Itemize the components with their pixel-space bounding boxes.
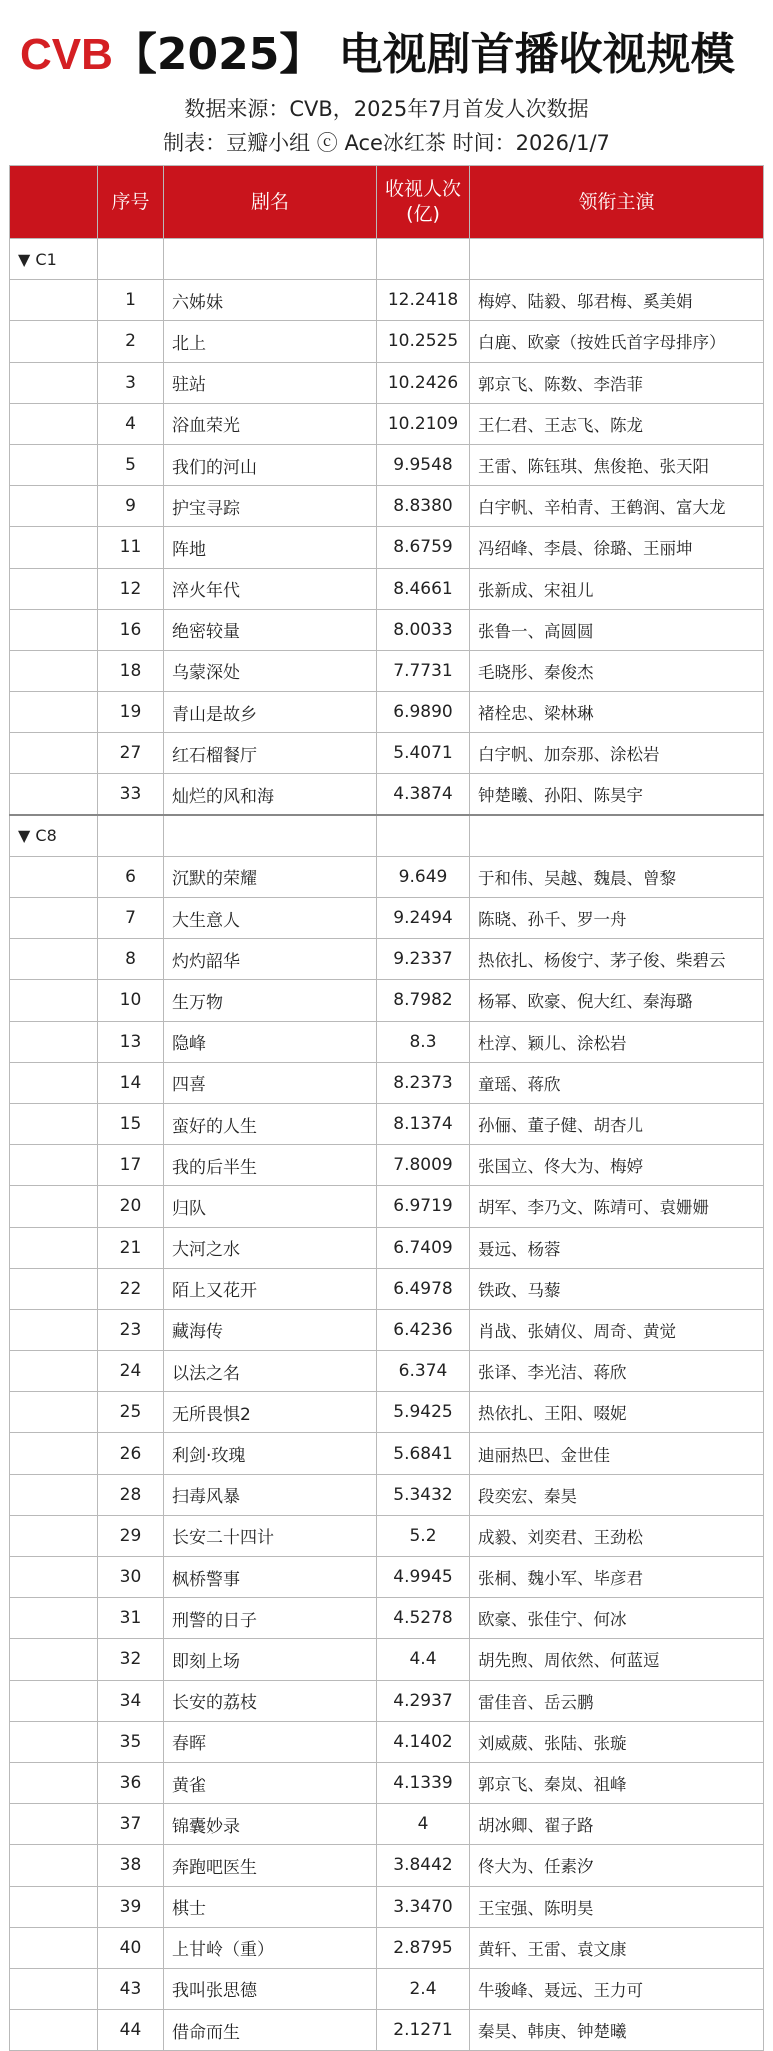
- actors-cell: 张国立、佟大为、梅婷: [470, 1145, 764, 1186]
- title-cell: 护宝寻踪: [164, 486, 377, 527]
- table-row: [10, 1968, 764, 2009]
- title-cell: 扫毒风暴: [164, 1474, 377, 1515]
- views-cell: 6.7409: [377, 1227, 470, 1268]
- seq-cell: 3: [98, 362, 164, 403]
- blank-cell: [10, 1309, 98, 1350]
- actors-cell: 孙俪、董子健、胡杏儿: [470, 1103, 764, 1144]
- seq-cell: 27: [98, 733, 164, 774]
- views-cell: 8.6759: [377, 527, 470, 568]
- group-row[interactable]: [10, 239, 764, 280]
- blank-cell: [10, 1474, 98, 1515]
- actors-cell: 成毅、刘奕君、王劲松: [470, 1515, 764, 1556]
- table-body: [10, 239, 764, 2051]
- views-cell: 8.1374: [377, 1103, 470, 1144]
- table-row: [10, 898, 764, 939]
- header-blank: [10, 166, 98, 239]
- seq-cell: 19: [98, 692, 164, 733]
- views-cell: 3.3470: [377, 1886, 470, 1927]
- actors-cell: 欧豪、张佳宁、何冰: [470, 1598, 764, 1639]
- seq-cell: 31: [98, 1598, 164, 1639]
- views-cell: 10.2525: [377, 321, 470, 362]
- group-empty-cell: [377, 239, 470, 280]
- actors-cell: 热依扎、杨俊宁、茅子俊、柴碧云: [470, 939, 764, 980]
- seq-cell: 26: [98, 1433, 164, 1474]
- actors-cell: 郭京飞、秦岚、祖峰: [470, 1762, 764, 1803]
- actors-cell: 段奕宏、秦昊: [470, 1474, 764, 1515]
- table-row: [10, 1515, 764, 1556]
- title-cell: 绝密较量: [164, 609, 377, 650]
- title-cell: 长安二十四计: [164, 1515, 377, 1556]
- actors-cell: 梅婷、陆毅、邬君梅、奚美娟: [470, 280, 764, 321]
- blank-cell: [10, 1515, 98, 1556]
- actors-cell: 张鲁一、高圆圆: [470, 609, 764, 650]
- table-row: [10, 1145, 764, 1186]
- title-cell: 我的后半生: [164, 1145, 377, 1186]
- blank-cell: [10, 1762, 98, 1803]
- title-cell: 即刻上场: [164, 1639, 377, 1680]
- seq-cell: 24: [98, 1351, 164, 1392]
- title-cell: 春晖: [164, 1721, 377, 1762]
- blank-cell: [10, 403, 98, 444]
- blank-cell: [10, 898, 98, 939]
- title-cell: 枫桥警事: [164, 1557, 377, 1598]
- table-row: [10, 527, 764, 568]
- actors-cell: 佟大为、任素汐: [470, 1845, 764, 1886]
- title-cell: 利剑·玫瑰: [164, 1433, 377, 1474]
- seq-cell: 1: [98, 280, 164, 321]
- title-cell: 六姊妹: [164, 280, 377, 321]
- actors-cell: 王雷、陈钰琪、焦俊艳、张天阳: [470, 444, 764, 485]
- group-empty-cell: [98, 239, 164, 280]
- seq-cell: 10: [98, 980, 164, 1021]
- seq-cell: 11: [98, 527, 164, 568]
- table-row: [10, 1721, 764, 1762]
- seq-cell: 7: [98, 898, 164, 939]
- table-row: [10, 486, 764, 527]
- blank-cell: [10, 1639, 98, 1680]
- title-cell: 陌上又花开: [164, 1268, 377, 1309]
- seq-cell: 37: [98, 1804, 164, 1845]
- seq-cell: 15: [98, 1103, 164, 1144]
- group-empty-cell: [98, 815, 164, 856]
- seq-cell: 4: [98, 403, 164, 444]
- actors-cell: 杜淳、颖儿、涂松岩: [470, 1021, 764, 1062]
- title-cell: 沉默的荣耀: [164, 856, 377, 897]
- views-cell: 2.4: [377, 1968, 470, 2009]
- actors-cell: 郭京飞、陈数、李浩菲: [470, 362, 764, 403]
- views-cell: 6.9719: [377, 1186, 470, 1227]
- views-cell: 2.1271: [377, 2010, 470, 2051]
- actors-cell: 黄轩、王雷、袁文康: [470, 1927, 764, 1968]
- seq-cell: 18: [98, 650, 164, 691]
- views-cell: 6.4236: [377, 1309, 470, 1350]
- seq-cell: 14: [98, 1062, 164, 1103]
- views-cell: 9.649: [377, 856, 470, 897]
- title-cell: 红石榴餐厅: [164, 733, 377, 774]
- blank-cell: [10, 1968, 98, 2009]
- actors-cell: 聂远、杨蓉: [470, 1227, 764, 1268]
- views-cell: 7.8009: [377, 1145, 470, 1186]
- ratings-table: [9, 165, 764, 2051]
- views-cell: 8.0033: [377, 609, 470, 650]
- blank-cell: [10, 1392, 98, 1433]
- title-cell: 生万物: [164, 980, 377, 1021]
- views-cell: 10.2426: [377, 362, 470, 403]
- seq-cell: 8: [98, 939, 164, 980]
- group-empty-cell: [164, 815, 377, 856]
- title-cell: 黄雀: [164, 1762, 377, 1803]
- table-row: [10, 1598, 764, 1639]
- actors-cell: 王宝强、陈明昊: [470, 1886, 764, 1927]
- views-cell: 8.8380: [377, 486, 470, 527]
- author-date-line: 制表：豆瓣小组 ⓒ Ace冰红茶 时间：2026/1/7: [163, 131, 610, 155]
- views-cell: 4.9945: [377, 1557, 470, 1598]
- views-cell: 4.1402: [377, 1721, 470, 1762]
- group-empty-cell: [470, 239, 764, 280]
- title-cell: 乌蒙深处: [164, 650, 377, 691]
- views-cell: 5.9425: [377, 1392, 470, 1433]
- blank-cell: [10, 568, 98, 609]
- title-cell: 四喜: [164, 1062, 377, 1103]
- seq-cell: 39: [98, 1886, 164, 1927]
- seq-cell: 23: [98, 1309, 164, 1350]
- views-cell: 8.7982: [377, 980, 470, 1021]
- group-toggle[interactable]: ▼ C1: [10, 239, 98, 280]
- title-cell: 以法之名: [164, 1351, 377, 1392]
- seq-cell: 29: [98, 1515, 164, 1556]
- page-title: [20, 18, 735, 82]
- views-cell: 5.4071: [377, 733, 470, 774]
- header-seq: 序号: [98, 166, 164, 239]
- blank-cell: [10, 1845, 98, 1886]
- views-cell: 4.5278: [377, 1598, 470, 1639]
- blank-cell: [10, 939, 98, 980]
- blank-cell: [10, 1268, 98, 1309]
- title-cell: 锦囊妙录: [164, 1804, 377, 1845]
- title-cell: 灿烂的风和海: [164, 774, 377, 815]
- views-cell: 6.9890: [377, 692, 470, 733]
- table-row: [10, 1886, 764, 1927]
- header-actors: 领衔主演: [470, 166, 764, 239]
- header-title: 剧名: [164, 166, 377, 239]
- blank-cell: [10, 1186, 98, 1227]
- group-row[interactable]: [10, 815, 764, 856]
- blank-cell: [10, 774, 98, 815]
- actors-cell: 童瑶、蒋欣: [470, 1062, 764, 1103]
- table-row: [10, 733, 764, 774]
- actors-cell: 王仁君、王志飞、陈龙: [470, 403, 764, 444]
- table-row: [10, 1309, 764, 1350]
- table-row: [10, 1680, 764, 1721]
- blank-cell: [10, 444, 98, 485]
- table-row: [10, 362, 764, 403]
- blank-cell: [10, 486, 98, 527]
- blank-cell: [10, 1886, 98, 1927]
- actors-cell: 铁政、马藜: [470, 1268, 764, 1309]
- seq-cell: 36: [98, 1762, 164, 1803]
- title-cell: 驻站: [164, 362, 377, 403]
- seq-cell: 21: [98, 1227, 164, 1268]
- table-row: [10, 1103, 764, 1144]
- seq-cell: 22: [98, 1268, 164, 1309]
- seq-cell: 9: [98, 486, 164, 527]
- seq-cell: 5: [98, 444, 164, 485]
- table-row: [10, 444, 764, 485]
- actors-cell: 白宇帆、加奈那、涂松岩: [470, 733, 764, 774]
- blank-cell: [10, 1351, 98, 1392]
- group-empty-cell: [377, 815, 470, 856]
- table-row: [10, 568, 764, 609]
- actors-cell: 秦昊、韩庚、钟楚曦: [470, 2010, 764, 2051]
- seq-cell: 35: [98, 1721, 164, 1762]
- title-cell: 上甘岭（重）: [164, 1927, 377, 1968]
- views-cell: 3.8442: [377, 1845, 470, 1886]
- blank-cell: [10, 1062, 98, 1103]
- blank-cell: [10, 856, 98, 897]
- actors-cell: 白宇帆、辛柏青、王鹤润、富大龙: [470, 486, 764, 527]
- table-row: [10, 980, 764, 1021]
- views-cell: 12.2418: [377, 280, 470, 321]
- table-row: [10, 1186, 764, 1227]
- blank-cell: [10, 733, 98, 774]
- table-row: [10, 774, 764, 815]
- table-row: [10, 1557, 764, 1598]
- seq-cell: 30: [98, 1557, 164, 1598]
- views-cell: 6.4978: [377, 1268, 470, 1309]
- seq-cell: 32: [98, 1639, 164, 1680]
- actors-cell: 刘威葳、张陆、张璇: [470, 1721, 764, 1762]
- title-cell: 借命而生: [164, 2010, 377, 2051]
- table-row: [10, 1268, 764, 1309]
- actors-cell: 陈晓、孙千、罗一舟: [470, 898, 764, 939]
- blank-cell: [10, 650, 98, 691]
- actors-cell: 杨幂、欧豪、倪大红、秦海璐: [470, 980, 764, 1021]
- views-cell: 2.8795: [377, 1927, 470, 1968]
- table-row: [10, 692, 764, 733]
- data-source-line: 数据来源：CVB，2025年7月首发人次数据: [184, 97, 589, 121]
- seq-cell: 6: [98, 856, 164, 897]
- views-cell: 4: [377, 1804, 470, 1845]
- page-header: [0, 0, 773, 165]
- table-row: [10, 1474, 764, 1515]
- views-cell: 4.4: [377, 1639, 470, 1680]
- seq-cell: 12: [98, 568, 164, 609]
- views-cell: 5.3432: [377, 1474, 470, 1515]
- seq-cell: 33: [98, 774, 164, 815]
- views-cell: 7.7731: [377, 650, 470, 691]
- blank-cell: [10, 1103, 98, 1144]
- actors-cell: 胡冰卿、翟子路: [470, 1804, 764, 1845]
- title-text: 【2025】 电视剧首播收视规模: [112, 29, 735, 80]
- blank-cell: [10, 321, 98, 362]
- table-row: [10, 1639, 764, 1680]
- title-cell: 大生意人: [164, 898, 377, 939]
- seq-cell: 25: [98, 1392, 164, 1433]
- actors-cell: 迪丽热巴、金世佳: [470, 1433, 764, 1474]
- table-header-row: [10, 166, 764, 239]
- views-cell: 10.2109: [377, 403, 470, 444]
- group-empty-cell: [470, 815, 764, 856]
- seq-cell: 17: [98, 1145, 164, 1186]
- seq-cell: 43: [98, 1968, 164, 2009]
- actors-cell: 张桐、魏小军、毕彦君: [470, 1557, 764, 1598]
- actors-cell: 张新成、宋祖儿: [470, 568, 764, 609]
- table-row: [10, 1804, 764, 1845]
- title-cell: 奔跑吧医生: [164, 1845, 377, 1886]
- views-cell: 4.3874: [377, 774, 470, 815]
- title-cell: 长安的荔枝: [164, 1680, 377, 1721]
- header-views-line1: 收视人次: [384, 178, 461, 200]
- title-cell: 归队: [164, 1186, 377, 1227]
- table-row: [10, 609, 764, 650]
- actors-cell: 胡军、李乃文、陈靖可、袁姗姗: [470, 1186, 764, 1227]
- seq-cell: 38: [98, 1845, 164, 1886]
- table-row: [10, 403, 764, 444]
- blank-cell: [10, 1927, 98, 1968]
- title-cell: 淬火年代: [164, 568, 377, 609]
- blank-cell: [10, 362, 98, 403]
- actors-cell: 胡先煦、周依然、何蓝逗: [470, 1639, 764, 1680]
- table-row: [10, 280, 764, 321]
- actors-cell: 钟楚曦、孙阳、陈昊宇: [470, 774, 764, 815]
- table-row: [10, 2010, 764, 2051]
- actors-cell: 冯绍峰、李晨、徐璐、王丽坤: [470, 527, 764, 568]
- actors-cell: 褚栓忠、梁林琳: [470, 692, 764, 733]
- blank-cell: [10, 1804, 98, 1845]
- table-row: [10, 1021, 764, 1062]
- views-cell: 9.2337: [377, 939, 470, 980]
- views-cell: 5.6841: [377, 1433, 470, 1474]
- group-toggle[interactable]: ▼ C8: [10, 815, 98, 856]
- table-row: [10, 650, 764, 691]
- title-cell: 藏海传: [164, 1309, 377, 1350]
- blank-cell: [10, 280, 98, 321]
- blank-cell: [10, 980, 98, 1021]
- header-views: [377, 166, 470, 239]
- title-cell: 我叫张思德: [164, 1968, 377, 2009]
- seq-cell: 34: [98, 1680, 164, 1721]
- seq-cell: 40: [98, 1927, 164, 1968]
- title-cell: 北上: [164, 321, 377, 362]
- views-cell: 8.3: [377, 1021, 470, 1062]
- seq-cell: 28: [98, 1474, 164, 1515]
- views-cell: 4.1339: [377, 1762, 470, 1803]
- title-cell: 刑警的日子: [164, 1598, 377, 1639]
- seq-cell: 13: [98, 1021, 164, 1062]
- title-cell: 青山是故乡: [164, 692, 377, 733]
- table-row: [10, 1845, 764, 1886]
- seq-cell: 16: [98, 609, 164, 650]
- table-row: [10, 1227, 764, 1268]
- header-views-line2: (亿): [406, 203, 440, 225]
- table-row: [10, 1433, 764, 1474]
- group-empty-cell: [164, 239, 377, 280]
- views-cell: 5.2: [377, 1515, 470, 1556]
- views-cell: 9.9548: [377, 444, 470, 485]
- table-row: [10, 321, 764, 362]
- title-cell: 灼灼韶华: [164, 939, 377, 980]
- seq-cell: 20: [98, 1186, 164, 1227]
- title-cell: 隐峰: [164, 1021, 377, 1062]
- title-cell: 无所畏惧2: [164, 1392, 377, 1433]
- table-row: [10, 1351, 764, 1392]
- blank-cell: [10, 1145, 98, 1186]
- title-cell: 棋士: [164, 1886, 377, 1927]
- title-cell: 蛮好的人生: [164, 1103, 377, 1144]
- table-row: [10, 856, 764, 897]
- blank-cell: [10, 1598, 98, 1639]
- title-brand: CVB: [20, 30, 113, 79]
- views-cell: 6.374: [377, 1351, 470, 1392]
- blank-cell: [10, 609, 98, 650]
- views-cell: 8.2373: [377, 1062, 470, 1103]
- blank-cell: [10, 1557, 98, 1598]
- blank-cell: [10, 692, 98, 733]
- title-cell: 浴血荣光: [164, 403, 377, 444]
- views-cell: 9.2494: [377, 898, 470, 939]
- views-cell: 4.2937: [377, 1680, 470, 1721]
- table-row: [10, 1392, 764, 1433]
- actors-cell: 肖战、张婧仪、周奇、黄觉: [470, 1309, 764, 1350]
- actors-cell: 于和伟、吴越、魏晨、曾黎: [470, 856, 764, 897]
- blank-cell: [10, 1021, 98, 1062]
- blank-cell: [10, 1433, 98, 1474]
- table-row: [10, 1927, 764, 1968]
- actors-cell: 雷佳音、岳云鹏: [470, 1680, 764, 1721]
- title-cell: 阵地: [164, 527, 377, 568]
- views-cell: 8.4661: [377, 568, 470, 609]
- blank-cell: [10, 1680, 98, 1721]
- actors-cell: 张译、李光洁、蒋欣: [470, 1351, 764, 1392]
- actors-cell: 牛骏峰、聂远、王力可: [470, 1968, 764, 2009]
- blank-cell: [10, 527, 98, 568]
- title-cell: 大河之水: [164, 1227, 377, 1268]
- table-row: [10, 939, 764, 980]
- blank-cell: [10, 1721, 98, 1762]
- actors-cell: 毛晓彤、秦俊杰: [470, 650, 764, 691]
- blank-cell: [10, 1227, 98, 1268]
- seq-cell: 2: [98, 321, 164, 362]
- actors-cell: 白鹿、欧豪（按姓氏首字母排序）: [470, 321, 764, 362]
- table-row: [10, 1062, 764, 1103]
- seq-cell: 44: [98, 2010, 164, 2051]
- blank-cell: [10, 2010, 98, 2051]
- title-cell: 我们的河山: [164, 444, 377, 485]
- actors-cell: 热依扎、王阳、啜妮: [470, 1392, 764, 1433]
- table-row: [10, 1762, 764, 1803]
